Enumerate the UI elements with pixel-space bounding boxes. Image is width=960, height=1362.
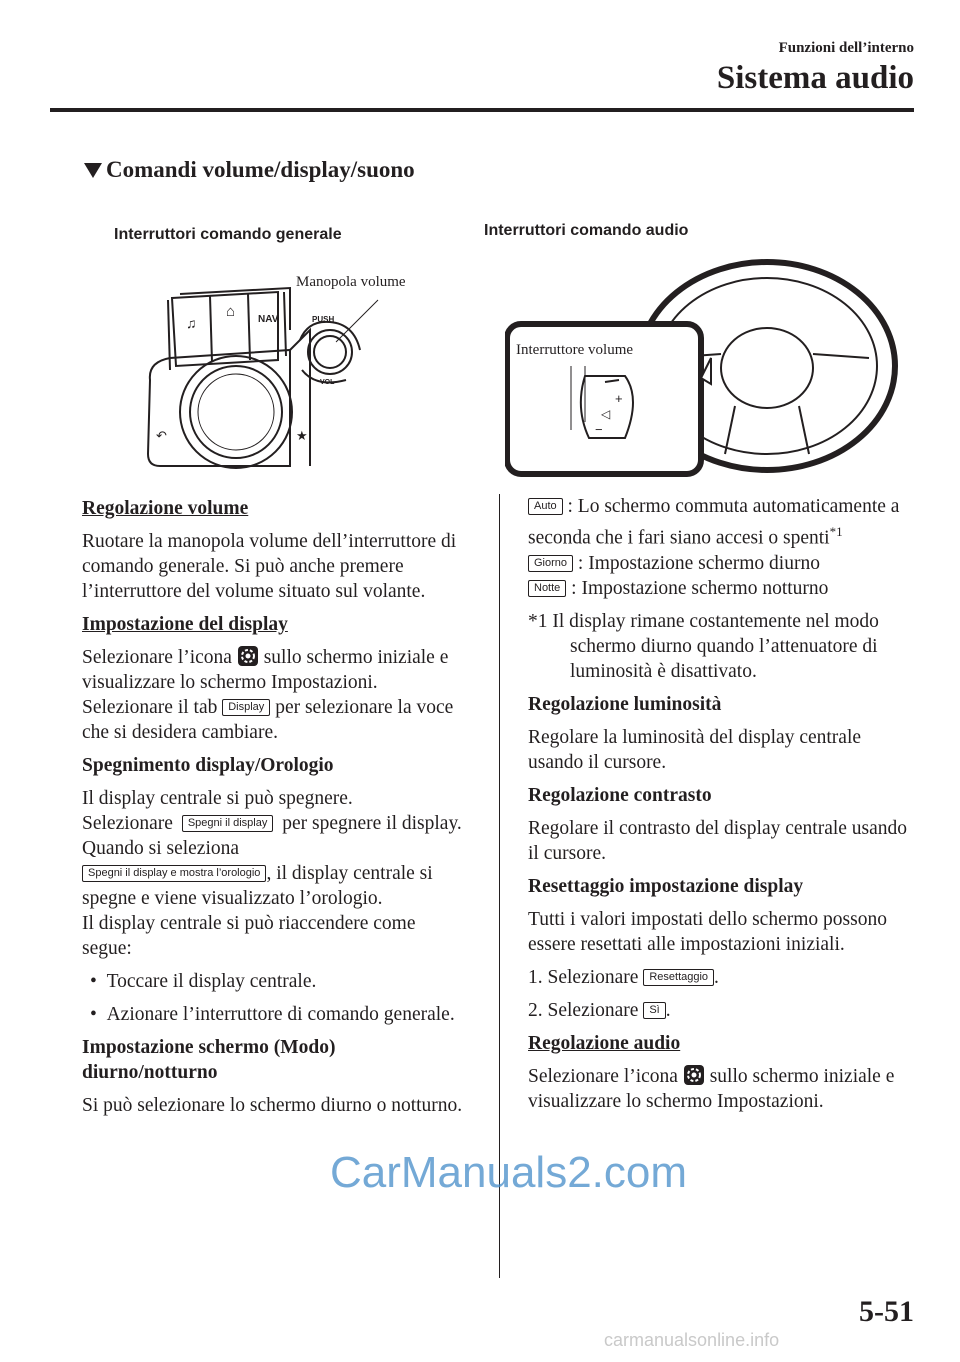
para-reset: Tutti i valori impostati dello schermo possono essere resettati alle impostazioni iniziali.	[528, 908, 887, 955]
list-item: • Azionare l’interruttore di comando generale.	[90, 1004, 455, 1025]
svg-text:⌂: ⌂	[226, 303, 236, 320]
para-giorno: Giorno : Impostazione schermo diurno	[528, 551, 913, 576]
display-tab-button[interactable]: Display	[222, 699, 270, 716]
reset-button[interactable]: Resettaggio	[643, 969, 714, 986]
volume-knob-callout: Manopola volume	[296, 274, 406, 290]
nav-button-label: NAV	[258, 314, 279, 325]
watermark: CarManuals2.com	[330, 1148, 688, 1197]
auto-button[interactable]: Auto	[528, 498, 563, 515]
footer-watermark: carmanualsonline.info	[604, 1330, 780, 1350]
header-title: Sistema audio	[716, 60, 914, 96]
para-select-off: Selezionare Spegni il display per spegnere il display.	[82, 813, 462, 834]
para-select-clock: Quando si seleziona Spegni il display e mostra l’orologio , il display centrale si spegne e viene visualizzato l’orologio.	[82, 838, 433, 909]
para-display-off: Il display centrale si può spegnere.	[82, 788, 353, 809]
giorno-button[interactable]: Giorno	[528, 555, 573, 572]
left-column	[82, 496, 467, 1126]
heading-reset: Resettaggio impostazione display	[528, 875, 804, 897]
section-triangle-icon	[84, 163, 102, 178]
vol-label: VOL	[320, 379, 335, 386]
steering-wheel-illustration	[505, 258, 915, 480]
commander-switch-illustration	[140, 270, 450, 470]
header-subtitle: Funzioni dell’interno	[778, 40, 914, 56]
svg-text:↶: ↶	[156, 428, 167, 443]
para-brightness: Regolare la luminosità del display centrale usando il cursore.	[528, 726, 862, 773]
settings-gear-icon	[683, 1064, 705, 1086]
yes-button[interactable]: Sì	[643, 1002, 665, 1019]
footnote: *1 Il display rimane costantemente nel modo schermo diurno quando l’attenuatore di luminosità è disattivato.	[528, 610, 879, 682]
para-volume: Ruotare la manopola volume dell’interruttore di comando generale. Si può anche premere l’interruttore del volume situato sul volante.	[82, 531, 457, 602]
para-notte: Notte : Impostazione schermo notturno	[528, 576, 913, 601]
heading-brightness: Regolazione luminosità	[528, 693, 722, 715]
svg-text:−: −	[595, 422, 603, 437]
para-auto: Auto : Lo schermo commuta automaticamente a seconda che i fari siano accesi o spenti$^{*1}$	[528, 496, 900, 549]
para-day-night: Si può selezionare lo schermo diurno o notturno.	[82, 1095, 463, 1116]
display-off-button[interactable]: Spegni il display	[182, 815, 274, 832]
heading-volume: Regolazione volume	[82, 498, 249, 519]
svg-text:♫: ♫	[186, 315, 197, 331]
volume-switch-callout: Interruttore volume	[516, 342, 634, 358]
notte-button[interactable]: Notte	[528, 580, 566, 597]
para-contrast: Regolare il contrasto del display centrale usando il cursore.	[528, 817, 908, 864]
para-settings-icon: Selezionare l’icona sullo schermo iniziale e visualizzare lo schermo Impostazioni.	[82, 647, 449, 693]
para-audio: Selezionare l’icona sullo schermo iniziale e visualizzare lo schermo Impostazioni.	[528, 1065, 895, 1112]
para-display-tab: Selezionare il tab Display per selezionare la voce che si desidera cambiare.	[82, 697, 454, 743]
step-1: 1. Selezionare Resettaggio .	[528, 966, 719, 988]
push-label: PUSH	[312, 315, 335, 324]
header-rule	[50, 108, 914, 112]
para-reactivate: Il display centrale si può riaccendere come segue:	[82, 913, 416, 959]
figure-right-label: Interruttori comando audio	[484, 222, 689, 239]
page-number: 5-51	[859, 1295, 914, 1328]
section-title: Comandi volume/display/suono	[106, 157, 415, 182]
figure-left-label: Interruttori comando generale	[114, 226, 342, 243]
settings-gear-icon	[237, 645, 259, 667]
heading-display-off: Spegnimento display/Orologio	[82, 755, 334, 776]
svg-text:+: +	[615, 391, 623, 406]
heading-display-setting: Impostazione del display	[82, 614, 288, 635]
svg-text:◁: ◁	[601, 407, 611, 421]
heading-audio: Regolazione audio	[528, 1032, 681, 1054]
heading-day-night: Impostazione schermo (Modo) diurno/notturno	[82, 1037, 336, 1083]
svg-text:★: ★	[296, 428, 308, 443]
right-column	[528, 494, 913, 1122]
display-off-clock-button[interactable]: Spegni il display e mostra l’orologio	[82, 865, 266, 882]
heading-contrast: Regolazione contrasto	[528, 784, 712, 806]
step-2: 2. Selezionare Sì .	[528, 999, 671, 1021]
list-item: • Toccare il display centrale.	[90, 971, 317, 992]
